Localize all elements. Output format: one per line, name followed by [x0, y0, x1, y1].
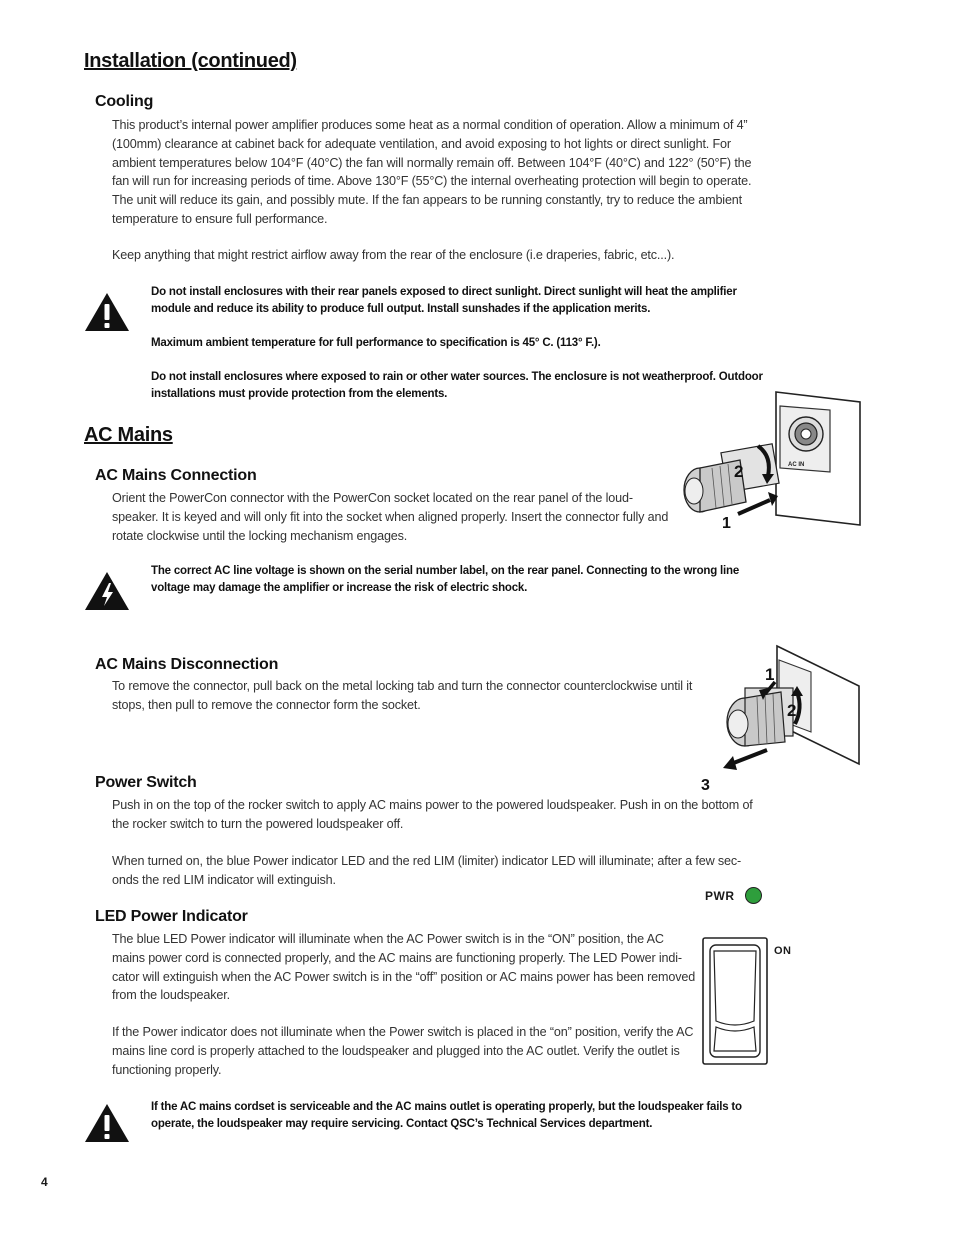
cooling-warning-1: Do not install enclosures with their rear panels exposed to direct sunlight. Direct sunlight will heat the amplifier module and reduce its ability to produce full output. Install sunshades if the application merits.: [151, 286, 737, 315]
power-switch-heading: Power Switch: [95, 774, 197, 791]
led-indicator-heading: LED Power Indicator: [95, 908, 248, 925]
power-switch-paragraph-1: Push in on the top of the rocker switch to apply AC mains power to the powered loudspeaker. Push in on the bottom of the rocker switch to turn the powered loudspeaker off.: [112, 798, 753, 831]
electric-shock-icon: [84, 571, 130, 611]
rocker-on-label: ON: [774, 945, 792, 957]
service-caution-icon: [84, 1103, 130, 1143]
service-warning: If the AC mains cordset is serviceable and the AC mains outlet is operating properly, but the loudspeaker fails to operate, the loudspeaker may require servicing. Contact QSC’s Technical Services department.: [151, 1101, 742, 1130]
led-indicator-paragraph-1: The blue LED Power indicator will illuminate when the AC Power switch is in the “ON” position, the AC mains power cord is connected properly, and the AC mains are functioning properly. The LED Power indi-cator will extinguish when the AC Power switch is in the “off” position or AC mains power has been removed from the loudspeaker.: [112, 932, 696, 1003]
cooling-warning-3: Do not install enclosures where exposed to rain or other water sources. The enclosure is not weatherproof. Outdoor installations must provide protection from the elements.: [151, 371, 763, 400]
ac-connection-text: Orient the PowerCon connector with the PowerCon socket located on the rear panel of the loud-speaker. It is keyed and will only fit into the socket when aligned properly. Insert the connector fully and rotate clockwise until the locking mechanism engages.: [112, 491, 669, 543]
power-switch-paragraph-2: When turned on, the blue Power indicator LED and the red LIM (limiter) indicator LED will illuminate; after a few sec-onds the red LIM indicator will extinguish.: [112, 854, 742, 887]
ac-connection-warning: The correct AC line voltage is shown on the serial number label, on the rear panel. Connecting to the wrong line voltage may damage the amplifier or increase the risk of electric shock.: [151, 565, 740, 594]
connection-step-1-label: 1: [722, 515, 731, 530]
cooling-paragraph-2: Keep anything that might restrict airflow away from the rear of the enclosure (i.e draperies, fabric, etc...).: [112, 248, 675, 262]
ac-mains-heading: AC Mains: [84, 424, 173, 446]
disconnection-step-3-label: 3: [701, 777, 710, 792]
connection-step-2-label: 2: [734, 462, 744, 481]
powercon-connection-figure: [668, 390, 868, 530]
ac-disconnection-heading: AC Mains Disconnection: [95, 656, 279, 673]
caution-icon: [84, 292, 130, 332]
rocker-switch-figure: [702, 937, 768, 1065]
disconnection-step-1-label: 1: [765, 665, 775, 684]
pwr-led-indicator: [745, 887, 762, 904]
pwr-indicator-label: PWR: [705, 889, 735, 903]
disconnection-step-2-label: 2: [787, 701, 797, 720]
cooling-paragraph-1: This product’s internal power amplifier produces some heat as a normal condition of operation. Allow a minimum of 4” (100mm) clearance at cabinet back for adequate ventilation, and avoid exposing to hot lights or direct sunlight. For ambient temperatures below 104°F (40°C) the fan will normally remain off. Between 104°F (40°C) and 122° (50°F) the fan will run for increasing periods of time. Above 130°F (55°C) the internal overheating protection will begin to operate. The unit will reduce its gain, and possibly mute. If the fan appears to be running constantly, try to reduce the ambient temperature to ensure full performance.: [112, 118, 752, 226]
page-number: 4: [41, 1175, 48, 1189]
ac-disconnection-text: To remove the connector, pull back on the metal locking tab and turn the connector counterclockwise until it stops, then pull to remove the connector form the socket.: [112, 679, 693, 712]
cooling-heading: Cooling: [95, 93, 154, 110]
ac-connection-heading: AC Mains Connection: [95, 467, 257, 484]
page-title: Installation (continued): [84, 50, 297, 72]
cooling-warning-2: Maximum ambient temperature for full performance to specification is 45° C. (113° F.).: [151, 337, 601, 349]
powercon-disconnection-figure: [695, 642, 865, 792]
ac-in-panel-label: AC IN: [788, 462, 805, 468]
led-indicator-paragraph-2: If the Power indicator does not illuminate when the Power switch is placed in the “on” position, verify the AC mains line cord is properly attached to the loudspeaker and plugged into the AC outlet. Verify the outlet is functioning properly.: [112, 1025, 694, 1077]
